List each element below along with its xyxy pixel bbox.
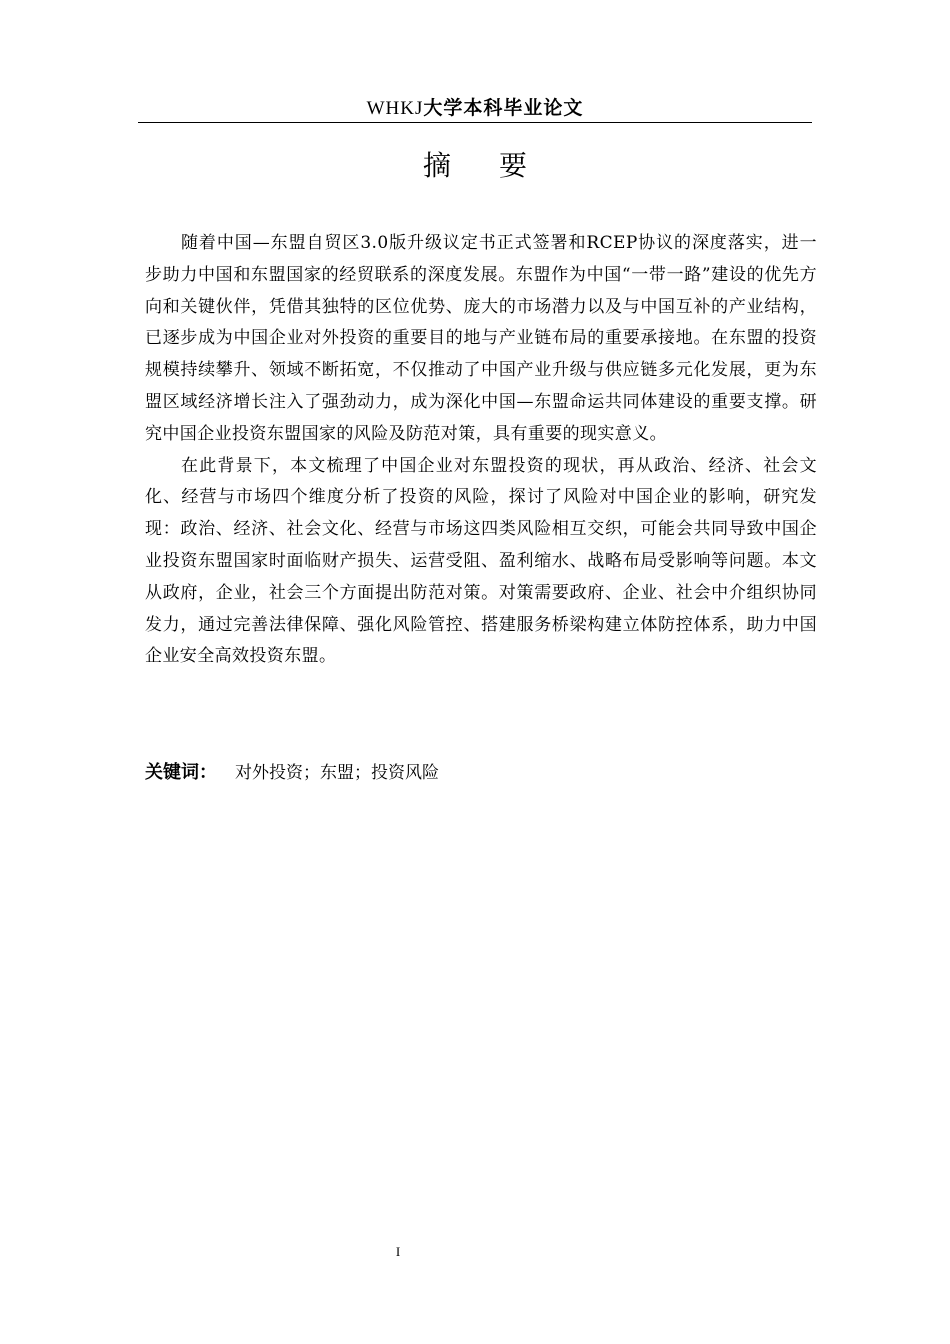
keywords-value: 对外投资；东盟；投资风险 xyxy=(235,763,439,783)
abstract-paragraph-1: 随着中国—东盟自贸区3.0版升级议定书正式签署和RCEP协议的深度落实，进一步助力中国和东盟国家的经贸联系的深度发展。东盟作为中国“一带一路”建设的优先方向和关键伙伴，凭借其独特的区位优势、庞大的市场潜力以及与中国互补的产业结构，已逐步成为中国企业对外投资的重要目的地与产业链布局的重要承接地。在东盟的投资规模持续攀升、领域不断拓宽，不仅推动了中国产业升级与供应链多元化发展，更为东盟区域经济增长注入了强劲动力，成为深化中国—东盟命运共同体建设的重要支撑。研究中国企业投资东盟国家的风险及防范对策，具有重要的现实意义。 xyxy=(145,233,817,444)
keywords-line xyxy=(145,758,817,788)
header-thesis-label: 大学本科毕业论文 xyxy=(423,97,584,119)
header-rule xyxy=(138,122,812,123)
abstract-title: 摘要 xyxy=(422,149,575,182)
abstract-body xyxy=(145,228,817,673)
header-university-code: WHKJ xyxy=(366,98,424,119)
keywords-label: 关键词： xyxy=(145,762,217,783)
running-header xyxy=(138,96,812,121)
page-number: I xyxy=(395,1244,401,1259)
abstract-paragraph-2: 在此背景下，本文梳理了中国企业对东盟投资的现状，再从政治、经济、社会文化、经营与市场四个维度分析了投资的风险，探讨了风险对中国企业的影响，研究发现：政治、经济、社会文化、经营与市场这四类风险相互交织，可能会共同导致中国企业投资东盟国家时面临财产损失、运营受阻、盈利缩水、战略布局受影响等问题。本文从政府，企业，社会三个方面提出防范对策。对策需要政府、企业、社会中介组织协同发力，通过完善法律保障、强化风险管控、搭建服务桥梁构建立体防控体系，助力中国企业安全高效投资东盟。 xyxy=(145,455,817,667)
